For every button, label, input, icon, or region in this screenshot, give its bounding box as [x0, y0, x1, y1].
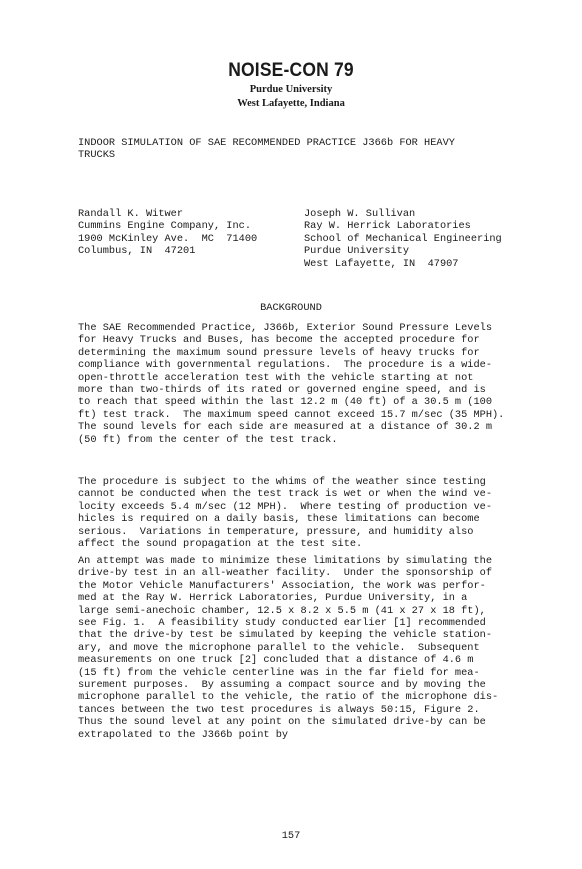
paragraph-line: drive-by test in an all-weather facility. Under the sponsorship of — [78, 567, 493, 580]
author-address: Columbus, IN 47201 — [78, 245, 196, 258]
author-address: 1900 McKinley Ave. MC 71400 — [78, 232, 258, 245]
paragraph-line: tances between the two test procedures is always 50:15, Figure 2. — [78, 703, 480, 716]
paragraph-line: open-throttle acceleration test with the vehicle starting at not — [78, 371, 474, 384]
author-address: West Lafayette, IN 47907 — [304, 257, 459, 270]
paragraph-line: to reach that speed within the last 12.2 m (40 ft) of a 30.5 m (100 — [78, 396, 493, 409]
paper-title-line: INDOOR SIMULATION OF SAE RECOMMENDED PRACTICE J366b FOR HEAVY — [78, 137, 455, 149]
paragraph-line: determining the maximum sound pressure levels of heavy trucks for — [78, 346, 480, 359]
paragraph-line: locity exceeds 5.4 m/sec (12 MPH). Where testing of production ve- — [78, 500, 493, 513]
paragraph-line: The sound levels for each side are measured at a distance of 30.2 m — [78, 421, 493, 434]
paragraph-line: measurements on one truck [2] concluded that a distance of 4.6 m — [78, 654, 474, 667]
paragraph-line: (50 ft) from the center of the test track. — [78, 433, 338, 446]
paragraph-line: large semi-anechoic chamber, 12.5 x 8.2 x 5.5 m (41 x 27 x 18 ft), — [78, 604, 486, 617]
paper-title-line: TRUCKS — [78, 149, 116, 162]
paragraph-line: The SAE Recommended Practice, J366b, Exterior Sound Pressure Levels — [78, 322, 493, 334]
paragraph-line: hicles is required on a daily basis, these limitations can become — [78, 513, 480, 526]
conference-location: West Lafayette, Indiana — [237, 98, 345, 109]
author-affiliation: Cummins Engine Company, Inc. — [78, 220, 252, 233]
paragraph-line: An attempt was made to minimize these limitations by simulating the — [78, 555, 493, 567]
paragraph-1 — [78, 322, 504, 446]
conference-title: NOISE-CON 79 — [228, 60, 354, 81]
author-name: Joseph W. Sullivan — [304, 208, 416, 220]
paragraph-2 — [78, 476, 492, 550]
paragraph-line: ary, and move the microphone parallel to the vehicle. Subsequent — [78, 641, 480, 654]
author-affiliation: Ray W. Herrick Laboratories — [304, 220, 471, 233]
paragraph-line: for Heavy Trucks and Buses, has become the accepted procedure for — [78, 334, 480, 347]
paragraph-line: surement purposes. By assuming a compact source and by moving the — [78, 679, 486, 692]
paragraph-line: ft) test track. The maximum speed cannot exceed 15.7 m/sec (35 MPH). — [78, 408, 505, 421]
paragraph-line: med at the Ray W. Herrick Laboratories, Purdue University, in a — [78, 592, 468, 605]
page-number: 157 — [281, 830, 301, 842]
author-name: Randall K. Witwer — [78, 208, 184, 220]
paragraph-line: cannot be conducted when the test track is wet or when the wind ve- — [78, 488, 493, 501]
paragraph-line: Thus the sound level at any point on the simulated drive-by can be — [78, 716, 486, 729]
author-block-sullivan — [304, 208, 502, 270]
paragraph-line: microphone parallel to the vehicle, the ratio of the microphone dis- — [78, 691, 499, 704]
conference-institution: Purdue University — [249, 84, 333, 95]
paragraph-line: the Motor Vehicle Manufacturers' Association, the work was perfor- — [78, 579, 486, 592]
paragraph-line: (15 ft) from the vehicle centerline was in the far field for mea- — [78, 666, 480, 679]
paragraph-line: extrapolated to the J366b point by — [78, 728, 289, 741]
paragraph-line: that the drive-by test be simulated by keeping the vehicle station- — [78, 629, 493, 642]
paragraph-line: more than two-thirds of its rated or governed engine speed, and is — [78, 384, 486, 397]
paragraph-line: affect the sound propagation at the test site. — [78, 538, 363, 551]
section-heading: BACKGROUND — [260, 302, 322, 314]
paragraph-line: compliance with governmental regulations. The procedure is a wide- — [78, 359, 493, 372]
paragraph-line: The procedure is subject to the whims of the weather since testing — [78, 476, 486, 488]
author-block-witwer — [78, 208, 257, 258]
paper-title — [78, 137, 455, 162]
author-affiliation: Purdue University — [304, 245, 410, 258]
paragraph-line: see Fig. 1. A feasibility study conducted earlier [1] recommended — [78, 617, 486, 630]
paragraph-line: serious. Variations in temperature, pressure, and humidity also — [78, 525, 474, 538]
author-affiliation: School of Mechanical Engineering — [304, 232, 502, 245]
paragraph-3 — [78, 555, 498, 741]
